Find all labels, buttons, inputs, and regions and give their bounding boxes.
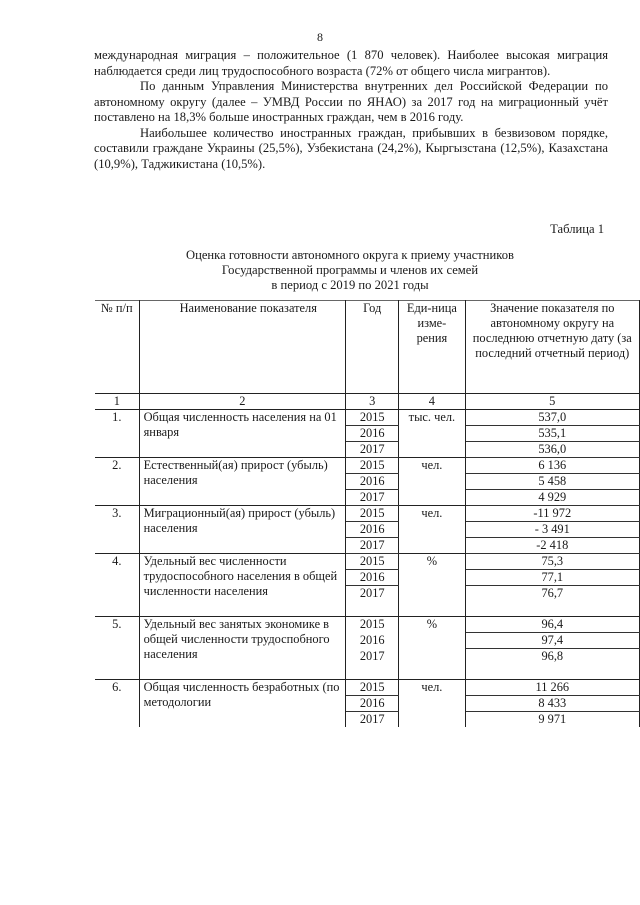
col-num: 1 — [95, 394, 139, 410]
row-year: 2015 — [346, 458, 399, 474]
row-no: 3. — [95, 506, 139, 554]
row-value: -11 972 — [465, 506, 639, 522]
row-year: 2015 — [346, 554, 399, 570]
row-value: 535,1 — [465, 426, 639, 442]
row-no: 6. — [95, 680, 139, 728]
row-unit: % — [399, 617, 465, 680]
row-value: - 3 491 — [465, 522, 639, 538]
row-no: 1. — [95, 410, 139, 458]
row-year: 2015 — [346, 680, 399, 696]
row-value: 9 971 — [465, 712, 639, 728]
row-value: 75,3 — [465, 554, 639, 570]
header-unit: Еди-ница изме-рения — [399, 301, 465, 394]
row-year: 2016 — [346, 633, 399, 649]
row-name: Общая численность населения на 01 января — [139, 410, 346, 458]
header-year: Год — [346, 301, 399, 394]
row-value: -2 418 — [465, 538, 639, 554]
row-year: 2015 — [346, 506, 399, 522]
row-year: 2016 — [346, 426, 399, 442]
paragraph: международная миграция – положительное (1 870 человек). Наиболее высокая миграция наблюдается среди лиц трудоспособного возраста (72% от общего числа мигрантов). — [94, 48, 608, 78]
table-row — [95, 458, 640, 474]
row-name: Удельный вес численности трудоспособного населения в общей численности населения — [139, 554, 346, 617]
row-unit: % — [399, 554, 465, 617]
row-year: 2017 — [346, 538, 399, 554]
col-num: 2 — [139, 394, 346, 410]
row-value: 536,0 — [465, 442, 639, 458]
column-number-row — [95, 394, 640, 410]
row-value: 96,8 — [465, 649, 639, 665]
row-value: 4 929 — [465, 490, 639, 506]
row-year: 2017 — [346, 490, 399, 506]
table-row — [95, 506, 640, 522]
table-title-line: Оценка готовности автономного округа к приему участников — [186, 248, 514, 262]
row-value: 8 433 — [465, 696, 639, 712]
row-no: 4. — [95, 554, 139, 617]
header-no: № п/п — [95, 301, 139, 394]
row-value: 77,1 — [465, 570, 639, 586]
table-label: Таблица 1 — [550, 222, 604, 236]
table-row — [95, 554, 640, 570]
row-unit: чел. — [399, 458, 465, 506]
row-name: Общая численность безработных (по методологии — [139, 680, 346, 728]
row-year: 2016 — [346, 474, 399, 490]
col-num: 4 — [399, 394, 465, 410]
row-value: 6 136 — [465, 458, 639, 474]
table-row — [95, 617, 640, 633]
page-number: 8 — [317, 30, 323, 44]
body-text — [94, 48, 608, 172]
table-title-line: в период с 2019 по 2021 годы — [271, 278, 429, 292]
row-no: 5. — [95, 617, 139, 680]
row-value: 97,4 — [465, 633, 639, 649]
paragraph: Наибольшее количество иностранных граждан, прибывших в безвизовом порядке, составили граждане Украины (25,5%), Узбекистана (24,2%), Кыргызстана (12,5%), Казахстана (10,9%), Таджикистана (10,5%). — [94, 125, 608, 171]
table-title — [0, 248, 640, 293]
row-year: 2017 — [346, 712, 399, 728]
row-value: 96,4 — [465, 617, 639, 633]
row-year: 2016 — [346, 522, 399, 538]
row-no: 2. — [95, 458, 139, 506]
row-year: 2017 — [346, 586, 399, 602]
row-value: 76,7 — [465, 586, 639, 602]
row-year: 2015 — [346, 410, 399, 426]
row-unit: тыс. чел. — [399, 410, 465, 458]
col-num: 3 — [346, 394, 399, 410]
header-name: Наименование показателя — [139, 301, 346, 394]
row-name: Удельный вес занятых экономике в общей численности трудоспобного населения — [139, 617, 346, 680]
row-year: 2017 — [346, 649, 399, 665]
table-header-row — [95, 301, 640, 394]
table-title-line: Государственной программы и членов их семей — [221, 263, 479, 277]
row-name: Естественный(ая) прирост (убыль) населения — [139, 458, 346, 506]
header-value: Значение показателя по автономному округу на последнюю отчетную дату (за последний отчетный период) — [465, 301, 639, 394]
row-name: Миграционный(ая) прирост (убыль) населения — [139, 506, 346, 554]
col-num: 5 — [465, 394, 639, 410]
table-row — [95, 410, 640, 426]
row-value: 11 266 — [465, 680, 639, 696]
row-year: 2015 — [346, 617, 399, 633]
indicators-table — [95, 300, 640, 727]
row-year: 2016 — [346, 696, 399, 712]
row-value: 537,0 — [465, 410, 639, 426]
row-year: 2016 — [346, 570, 399, 586]
row-unit: чел. — [399, 680, 465, 728]
row-unit: чел. — [399, 506, 465, 554]
paragraph: По данным Управления Министерства внутренних дел Российской Федерации по автономному округу (далее – УМВД России по ЯНАО) за 2017 год на миграционный учёт поставлено на 18,3% больше иностранных граждан, чем в 2016 году. — [94, 79, 608, 124]
row-value: 5 458 — [465, 474, 639, 490]
row-year: 2017 — [346, 442, 399, 458]
table-row — [95, 680, 640, 696]
